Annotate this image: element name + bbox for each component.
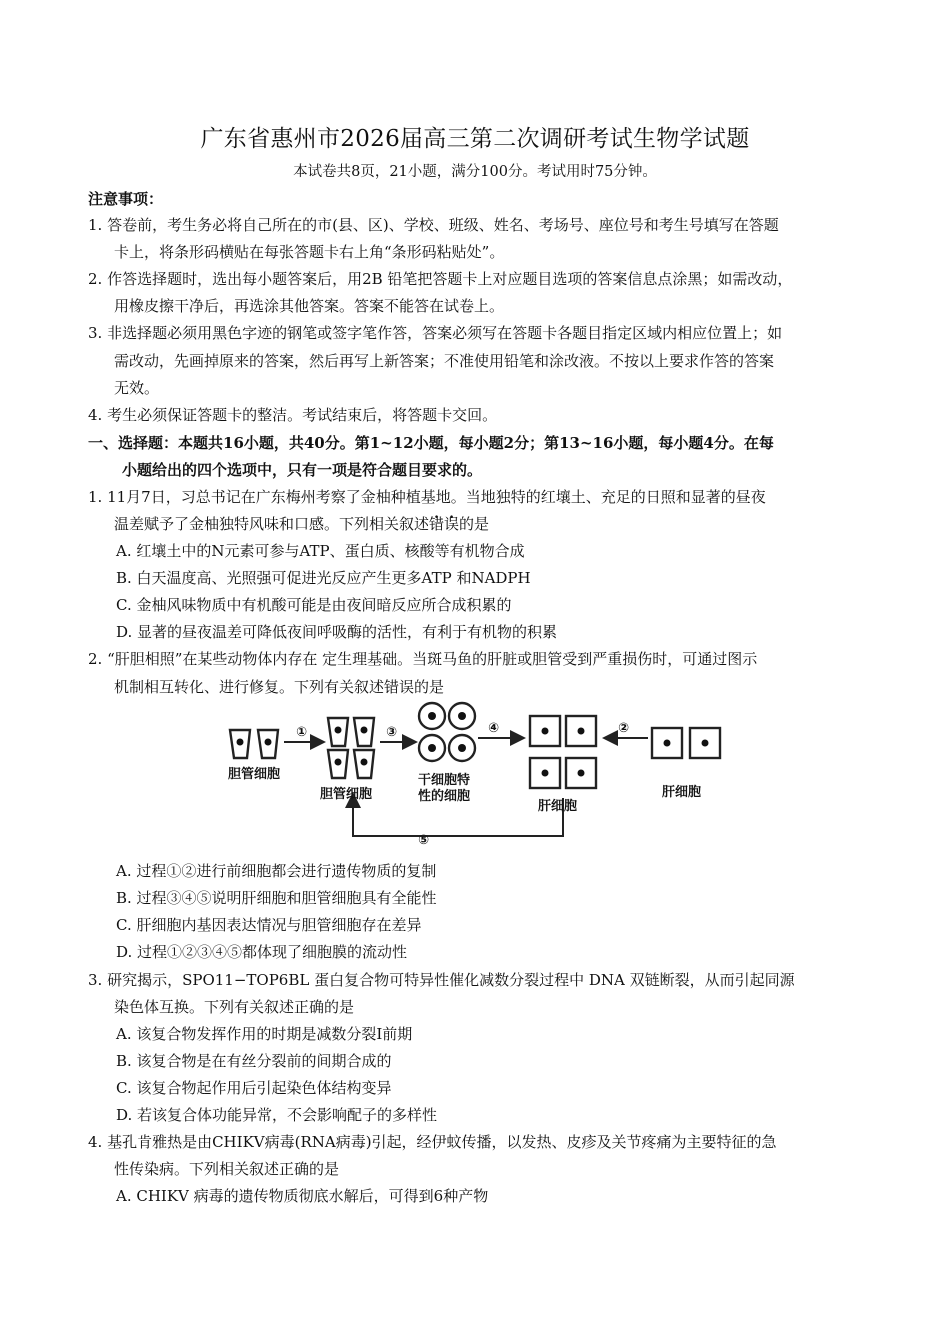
question-1-stem: 1. 11月7日，习总书记在广东梅州考察了金柚种植基地。当地独特的红壤土、充足的日照和显著的昼夜: [88, 488, 766, 506]
q3-option-b: B. 该复合物是在有丝分裂前的间期合成的: [116, 1052, 392, 1070]
notice-line: 需改动，先画掉原来的答案，然后再写上新答案；不准使用铅笔和涂改液。不按以上要求作答的答案: [114, 352, 775, 370]
label-bile-duct-mid: 胆管细胞: [320, 787, 373, 802]
q2-option-c: C. 肝细胞内基因表达情况与胆管细胞存在差异: [116, 916, 422, 934]
q4-option-a: A. CHIKV 病毒的遗传物质彻底水解后，可得到6种产物: [116, 1187, 489, 1205]
q1-emphasis-char: 错: [429, 515, 445, 533]
page-subtitle: 本试卷共8页，21小题，满分100分。考试用时75分钟。: [293, 164, 657, 180]
question-4-stem-cont: 性传染病。下列相关叙述正确的是: [114, 1160, 340, 1178]
notice-line: 1. 答卷前，考生务必将自己所在的市(县、区)、学校、班级、姓名、考场号、座位号和考生号填写在答题: [88, 216, 779, 234]
q2-option-d: D. 过程①②③④⑤都体现了细胞膜的流动性: [116, 943, 408, 961]
label-stem-line2: 性的细胞: [418, 789, 471, 804]
notice-heading: 注意事项：: [88, 190, 164, 208]
question-3-stem: 3. 研究揭示，SPO11−TOP6BL 蛋白复合物可特异性催化减数分裂过程中 DNA 双链断裂，从而引起同源: [88, 971, 795, 989]
label-stem-line1: 干细胞特: [418, 773, 471, 788]
notice-line: 用橡皮擦干净后，再选涂其他答案。答案不能答在试卷上。: [114, 297, 505, 315]
page-title: 广东省惠州市2026届高三第二次调研考试生物学试题: [200, 126, 750, 152]
label-bile-duct-left: 胆管细胞: [228, 767, 281, 782]
question-2-stem-cont: 机制相互转化、进行修复。下列有关叙述错误的是: [114, 678, 445, 696]
q1-emphasis-char: 误: [444, 515, 460, 533]
q1-stem-post: 的是: [459, 515, 490, 533]
q1-stem-pre: 温差赋予了金柚独特风味和口感。下列相关叙述: [114, 515, 430, 533]
cell-conversion-figure: [220, 700, 740, 860]
q2-option-b: B. 过程③④⑤说明肝细胞和胆管细胞具有全能性: [116, 889, 437, 907]
notice-line: 3. 非选择题必须用黑色字迹的钢笔或签字笔作答，答案必须写在答题卡各题目指定区域内相应位置上；如: [88, 324, 783, 342]
label-liver-right: 肝细胞: [662, 785, 702, 800]
step-4-label: ④: [488, 721, 500, 736]
step-1-label: ①: [296, 725, 308, 740]
q1-option-b: B. 白天温度高、光照强可促进光反应产生更多ATP 和NADPH: [116, 569, 531, 587]
notice-line: 无效。: [114, 379, 160, 397]
question-3-stem-cont: 染色体互换。下列有关叙述正确的是: [114, 998, 355, 1016]
step-5-label: ⑤: [418, 833, 430, 848]
q3-option-d: D. 若该复合体功能异常，不会影响配子的多样性: [116, 1106, 438, 1124]
question-1-stem-cont: [114, 513, 489, 535]
step-3-label: ③: [386, 725, 398, 740]
notice-line: 4. 考生必须保证答题卡的整洁。考试结束后，将答题卡交回。: [88, 406, 498, 424]
notice-line: 2. 作答选择题时，选出每小题答案后，用2B 铅笔把答题卡上对应题目选项的答案信息点涂黑；如需改动，: [88, 270, 793, 288]
question-2-stem: 2. “肝胆相照”在某些动物体内存在 定生理基础。当斑马鱼的肝脏或胆管受到严重损伤时，可通过图示: [88, 650, 758, 668]
q1-option-c: C. 金柚风味物质中有机酸可能是由夜间暗反应所合成积累的: [116, 596, 512, 614]
notice-line: 卡上，将条形码横贴在每张答题卡右上角“条形码粘贴处”。: [114, 243, 505, 261]
label-liver-mid: 肝细胞: [538, 799, 578, 814]
q3-option-c: C. 该复合物起作用后引起染色体结构变异: [116, 1079, 392, 1097]
q1-option-d: D. 显著的昼夜温差可降低夜间呼吸酶的活性，有利于有机物的积累: [116, 623, 558, 641]
q2-option-a: A. 过程①②进行前细胞都会进行遗传物质的复制: [116, 862, 437, 880]
question-4-stem: 4. 基孔肯雅热是由CHIKV病毒(RNA病毒)引起，经伊蚊传播，以发热、皮疹及关节疼痛为主要特征的急: [88, 1133, 777, 1151]
section-heading-cont: 小题给出的四个选项中，只有一项是符合题目要求的。: [122, 461, 483, 479]
q3-option-a: A. 该复合物发挥作用的时期是减数分裂Ⅰ前期: [116, 1025, 413, 1043]
step-2-label: ②: [618, 721, 630, 736]
section-heading: 一、选择题：本题共16小题，共40分。第1~12小题，每小题2分；第13~16小题，每小题4分。在每: [88, 434, 774, 452]
q1-option-a: A. 红壤土中的N元素可参与ATP、蛋白质、核酸等有机物合成: [116, 542, 525, 560]
